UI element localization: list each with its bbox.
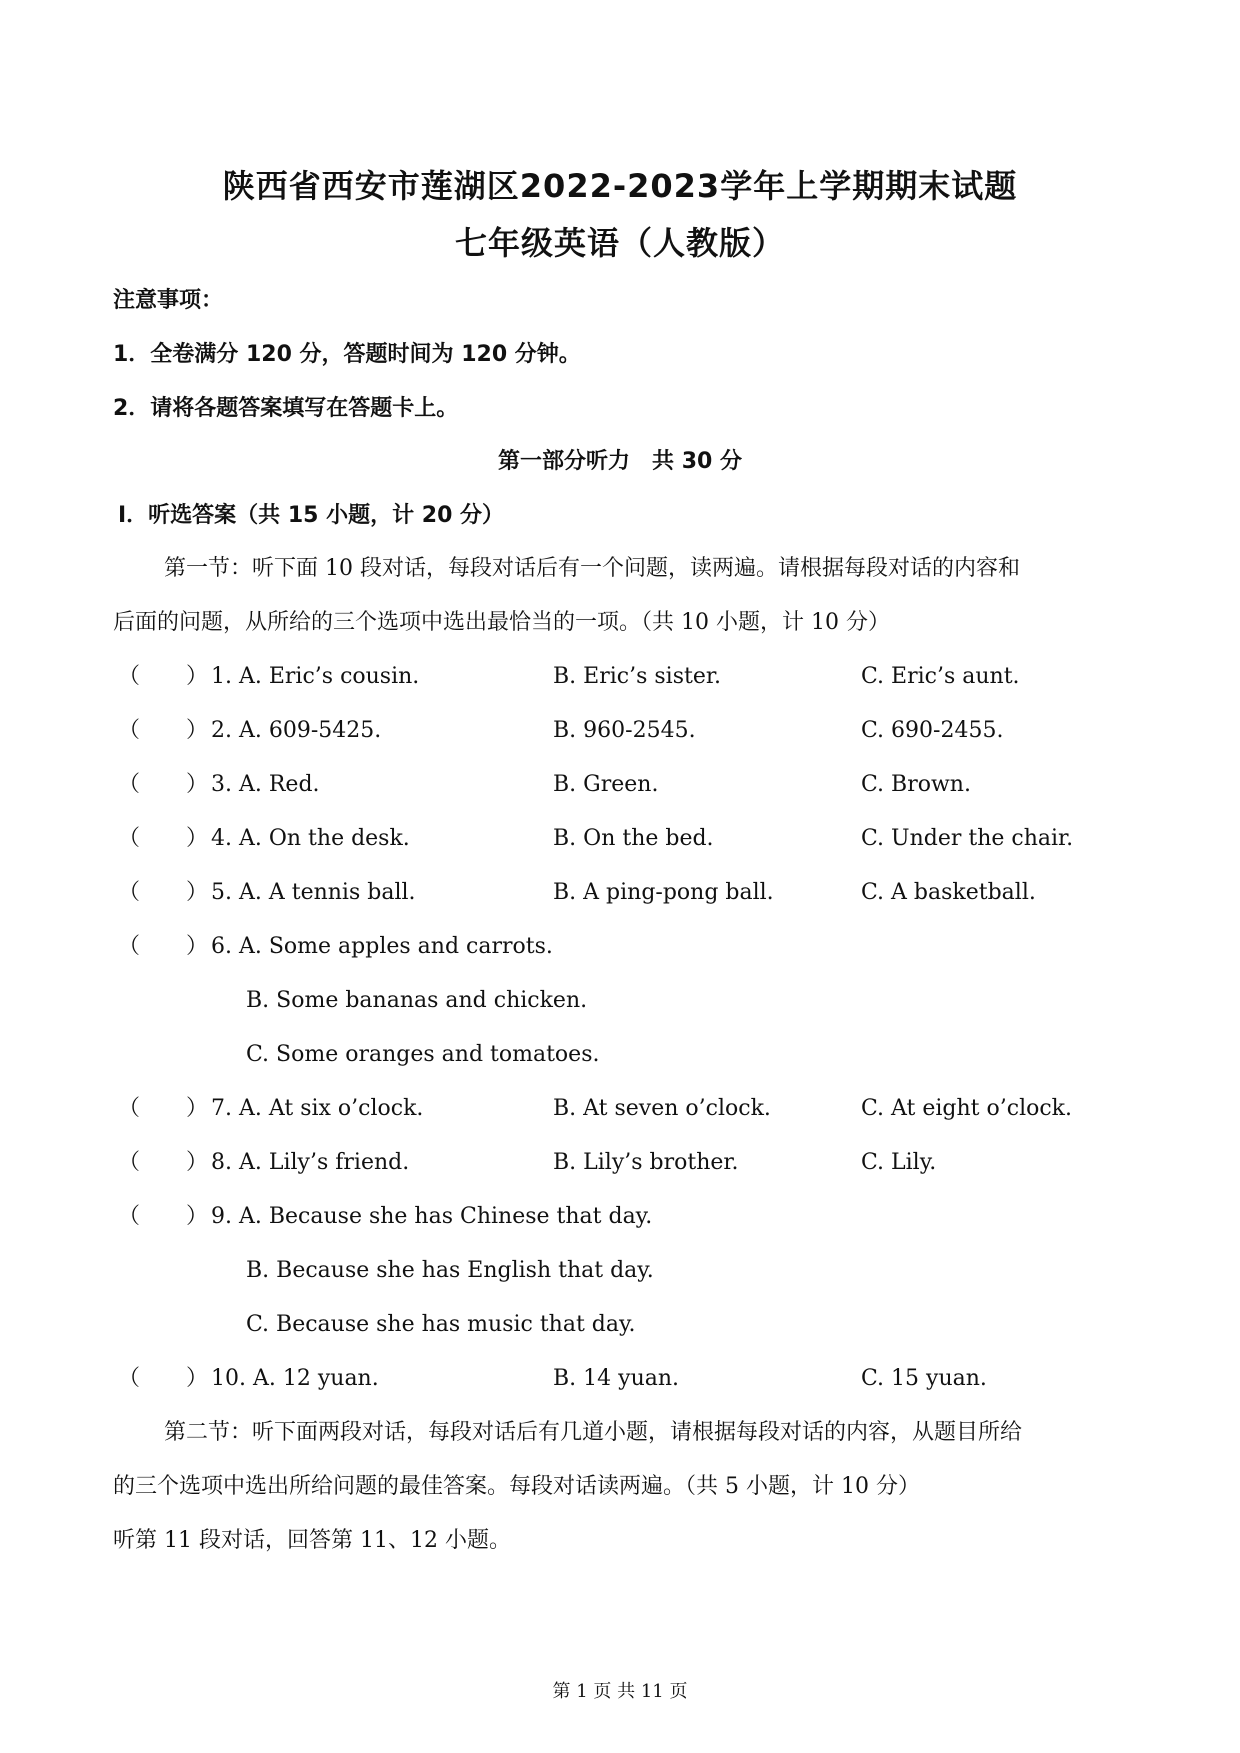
answer-blank-close: ） <box>186 1366 209 1391</box>
section-heading: Ⅰ．听选答案（共 15 小题，计 20 分） <box>118 503 505 528</box>
question-option-c: C. Under the chair. <box>861 826 1074 851</box>
question-option-a: 5. A. A tennis ball. <box>211 880 416 905</box>
answer-blank-close: ） <box>186 934 209 959</box>
answer-blank-close: ） <box>186 1150 209 1175</box>
answer-blank-open: （ <box>118 826 141 851</box>
part-heading: 第一部分听力 共 30 分 <box>498 449 742 474</box>
question-option-a: 7. A. At six o’clock. <box>211 1096 424 1121</box>
answer-blank-open: （ <box>118 1204 141 1229</box>
question-option-a: 1. A. Eric’s cousin. <box>211 664 420 689</box>
page-number: 第 1 页 共 11 页 <box>552 1681 688 1702</box>
notes-item-2: 2．请将各题答案填写在答题卡上。 <box>113 396 459 421</box>
question-option-c: C. At eight o’clock. <box>861 1096 1072 1121</box>
question-option-a: 6. A. Some apples and carrots. <box>211 934 553 959</box>
section2-instructions-line3: 听第 11 段对话，回答第 11、12 小题。 <box>113 1528 511 1553</box>
section1-instructions-line1: 第一节：听下面 10 段对话，每段对话后有一个问题，读两遍。请根据每段对话的内容和 <box>164 556 1020 581</box>
question-option-b: B. 960-2545. <box>553 718 696 743</box>
question-option-a: 9. A. Because she has Chinese that day. <box>211 1204 653 1229</box>
question-option-b: B. Eric’s sister. <box>553 664 721 689</box>
notes-heading: 注意事项： <box>113 288 224 313</box>
question-option-c: C. Lily. <box>861 1150 937 1175</box>
answer-blank-close: ） <box>186 772 209 797</box>
question-option-c: C. A basketball. <box>861 880 1036 905</box>
question-option-b: B. At seven o’clock. <box>553 1096 771 1121</box>
answer-blank-open: （ <box>118 718 141 743</box>
section1-instructions-line2: 后面的问题，从所给的三个选项中选出最恰当的一项。（共 10 小题，计 10 分） <box>113 610 890 635</box>
question-option-a: 2. A. 609-5425. <box>211 718 382 743</box>
question-option-b: B. Some bananas and chicken. <box>246 988 588 1013</box>
section2-instructions-line1: 第二节：听下面两段对话，每段对话后有几道小题，请根据每段对话的内容，从题目所给 <box>164 1420 1023 1445</box>
answer-blank-open: （ <box>118 1096 141 1121</box>
question-option-b: B. Lily’s brother. <box>553 1150 739 1175</box>
answer-blank-close: ） <box>186 718 209 743</box>
question-option-a: 4. A. On the desk. <box>211 826 410 851</box>
section2-instructions-line2: 的三个选项中选出所给问题的最佳答案。每段对话读两遍。（共 5 小题，计 10 分） <box>113 1474 920 1499</box>
question-option-c: C. Some oranges and tomatoes. <box>246 1042 600 1067</box>
exam-title: 陕西省西安市莲湖区2022-2023学年上学期期末试题 <box>222 167 1018 205</box>
question-option-c: C. 690-2455. <box>861 718 1004 743</box>
question-option-b: B. Because she has English that day. <box>246 1258 654 1283</box>
question-option-b: B. A ping-pong ball. <box>553 880 774 905</box>
question-option-c: C. Brown. <box>861 772 971 797</box>
question-option-a: 8. A. Lily’s friend. <box>211 1150 410 1175</box>
question-option-b: B. 14 yuan. <box>553 1366 680 1391</box>
question-option-a: 10. A. 12 yuan. <box>211 1366 379 1391</box>
exam-subtitle: 七年级英语（人教版） <box>454 224 785 262</box>
answer-blank-close: ） <box>186 826 209 851</box>
answer-blank-close: ） <box>186 1096 209 1121</box>
question-option-c: C. Eric’s aunt. <box>861 664 1020 689</box>
answer-blank-open: （ <box>118 664 141 689</box>
question-option-c: C. 15 yuan. <box>861 1366 987 1391</box>
question-option-c: C. Because she has music that day. <box>246 1312 636 1337</box>
answer-blank-open: （ <box>118 880 141 905</box>
answer-blank-close: ） <box>186 880 209 905</box>
answer-blank-open: （ <box>118 1366 141 1391</box>
notes-item-1: 1．全卷满分 120 分，答题时间为 120 分钟。 <box>113 342 581 367</box>
question-option-b: B. Green. <box>553 772 659 797</box>
answer-blank-open: （ <box>118 934 141 959</box>
question-option-b: B. On the bed. <box>553 826 714 851</box>
answer-blank-open: （ <box>118 772 141 797</box>
answer-blank-close: ） <box>186 1204 209 1229</box>
question-option-a: 3. A. Red. <box>211 772 320 797</box>
answer-blank-open: （ <box>118 1150 141 1175</box>
answer-blank-close: ） <box>186 664 209 689</box>
